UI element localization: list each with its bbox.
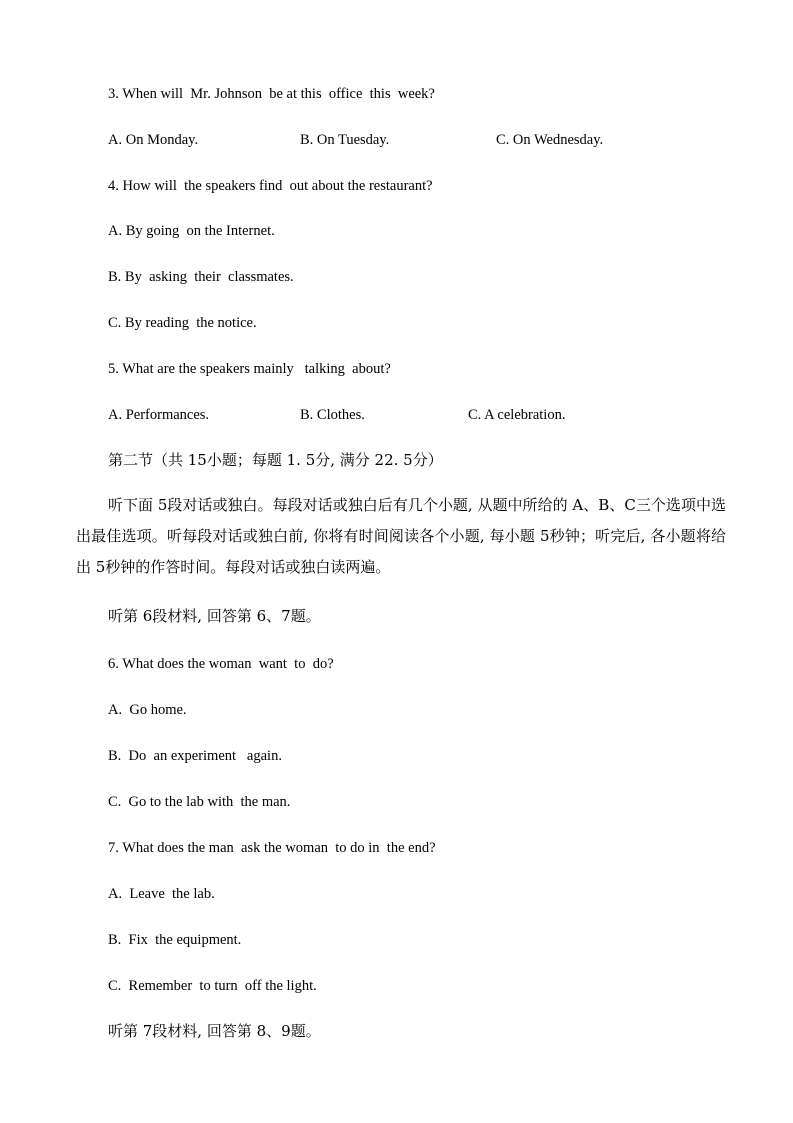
question-3-option-c: C. On Wednesday. [496, 132, 604, 148]
question-3-text: 3. When will Mr. Johnson be at this office this week? [108, 86, 435, 102]
question-6-option-c: C. Go to the lab with the man. [108, 794, 291, 810]
material-7-heading: 听第 7段材料, 回答第 8、9题。 [108, 1022, 321, 1040]
question-5-option-a: A. Performances. [108, 407, 210, 423]
question-6-text: 6. What does the woman want to do? [108, 656, 334, 672]
question-7-option-c: C. Remember to turn off the light. [108, 978, 317, 994]
question-5-option-b: B. Clothes. [300, 407, 365, 423]
question-7-option-a: A. Leave the lab. [108, 886, 215, 902]
question-5-text: 5. What are the speakers mainly talking about? [108, 361, 391, 377]
question-7-option-b: B. Fix the equipment. [108, 932, 242, 948]
material-6-heading: 听第 6段材料, 回答第 6、7题。 [108, 607, 321, 625]
section-2-instructions: 听下面 5段对话或独白。每段对话或独白后有几个小题, 从题中所给的 A、B、C三个选项中选出最佳选项。听每段对话或独白前, 你将有时间阅读各个小题, 每小题 5秒钟；听完后, 各小题将给出 5秒钟的作答时间。每段对话或独白读两遍。 [76, 496, 726, 576]
question-5-option-c: C. A celebration. [468, 407, 566, 423]
question-3-option-a: A. On Monday. [108, 132, 199, 148]
question-4-option-a: A. By going on the Internet. [108, 223, 275, 239]
question-4-text: 4. How will the speakers find out about the restaurant? [108, 178, 433, 194]
question-6-option-b: B. Do an experiment again. [108, 748, 282, 764]
question-6-option-a: A. Go home. [108, 702, 187, 718]
question-4-option-b: B. By asking their classmates. [108, 269, 294, 285]
question-3-option-b: B. On Tuesday. [300, 132, 390, 148]
question-4-option-c: C. By reading the notice. [108, 315, 257, 331]
question-7-text: 7. What does the man ask the woman to do in the end? [108, 840, 436, 856]
section-2-title: 第二节（共 15小题；每题 1. 5分, 满分 22. 5分） [108, 451, 443, 469]
